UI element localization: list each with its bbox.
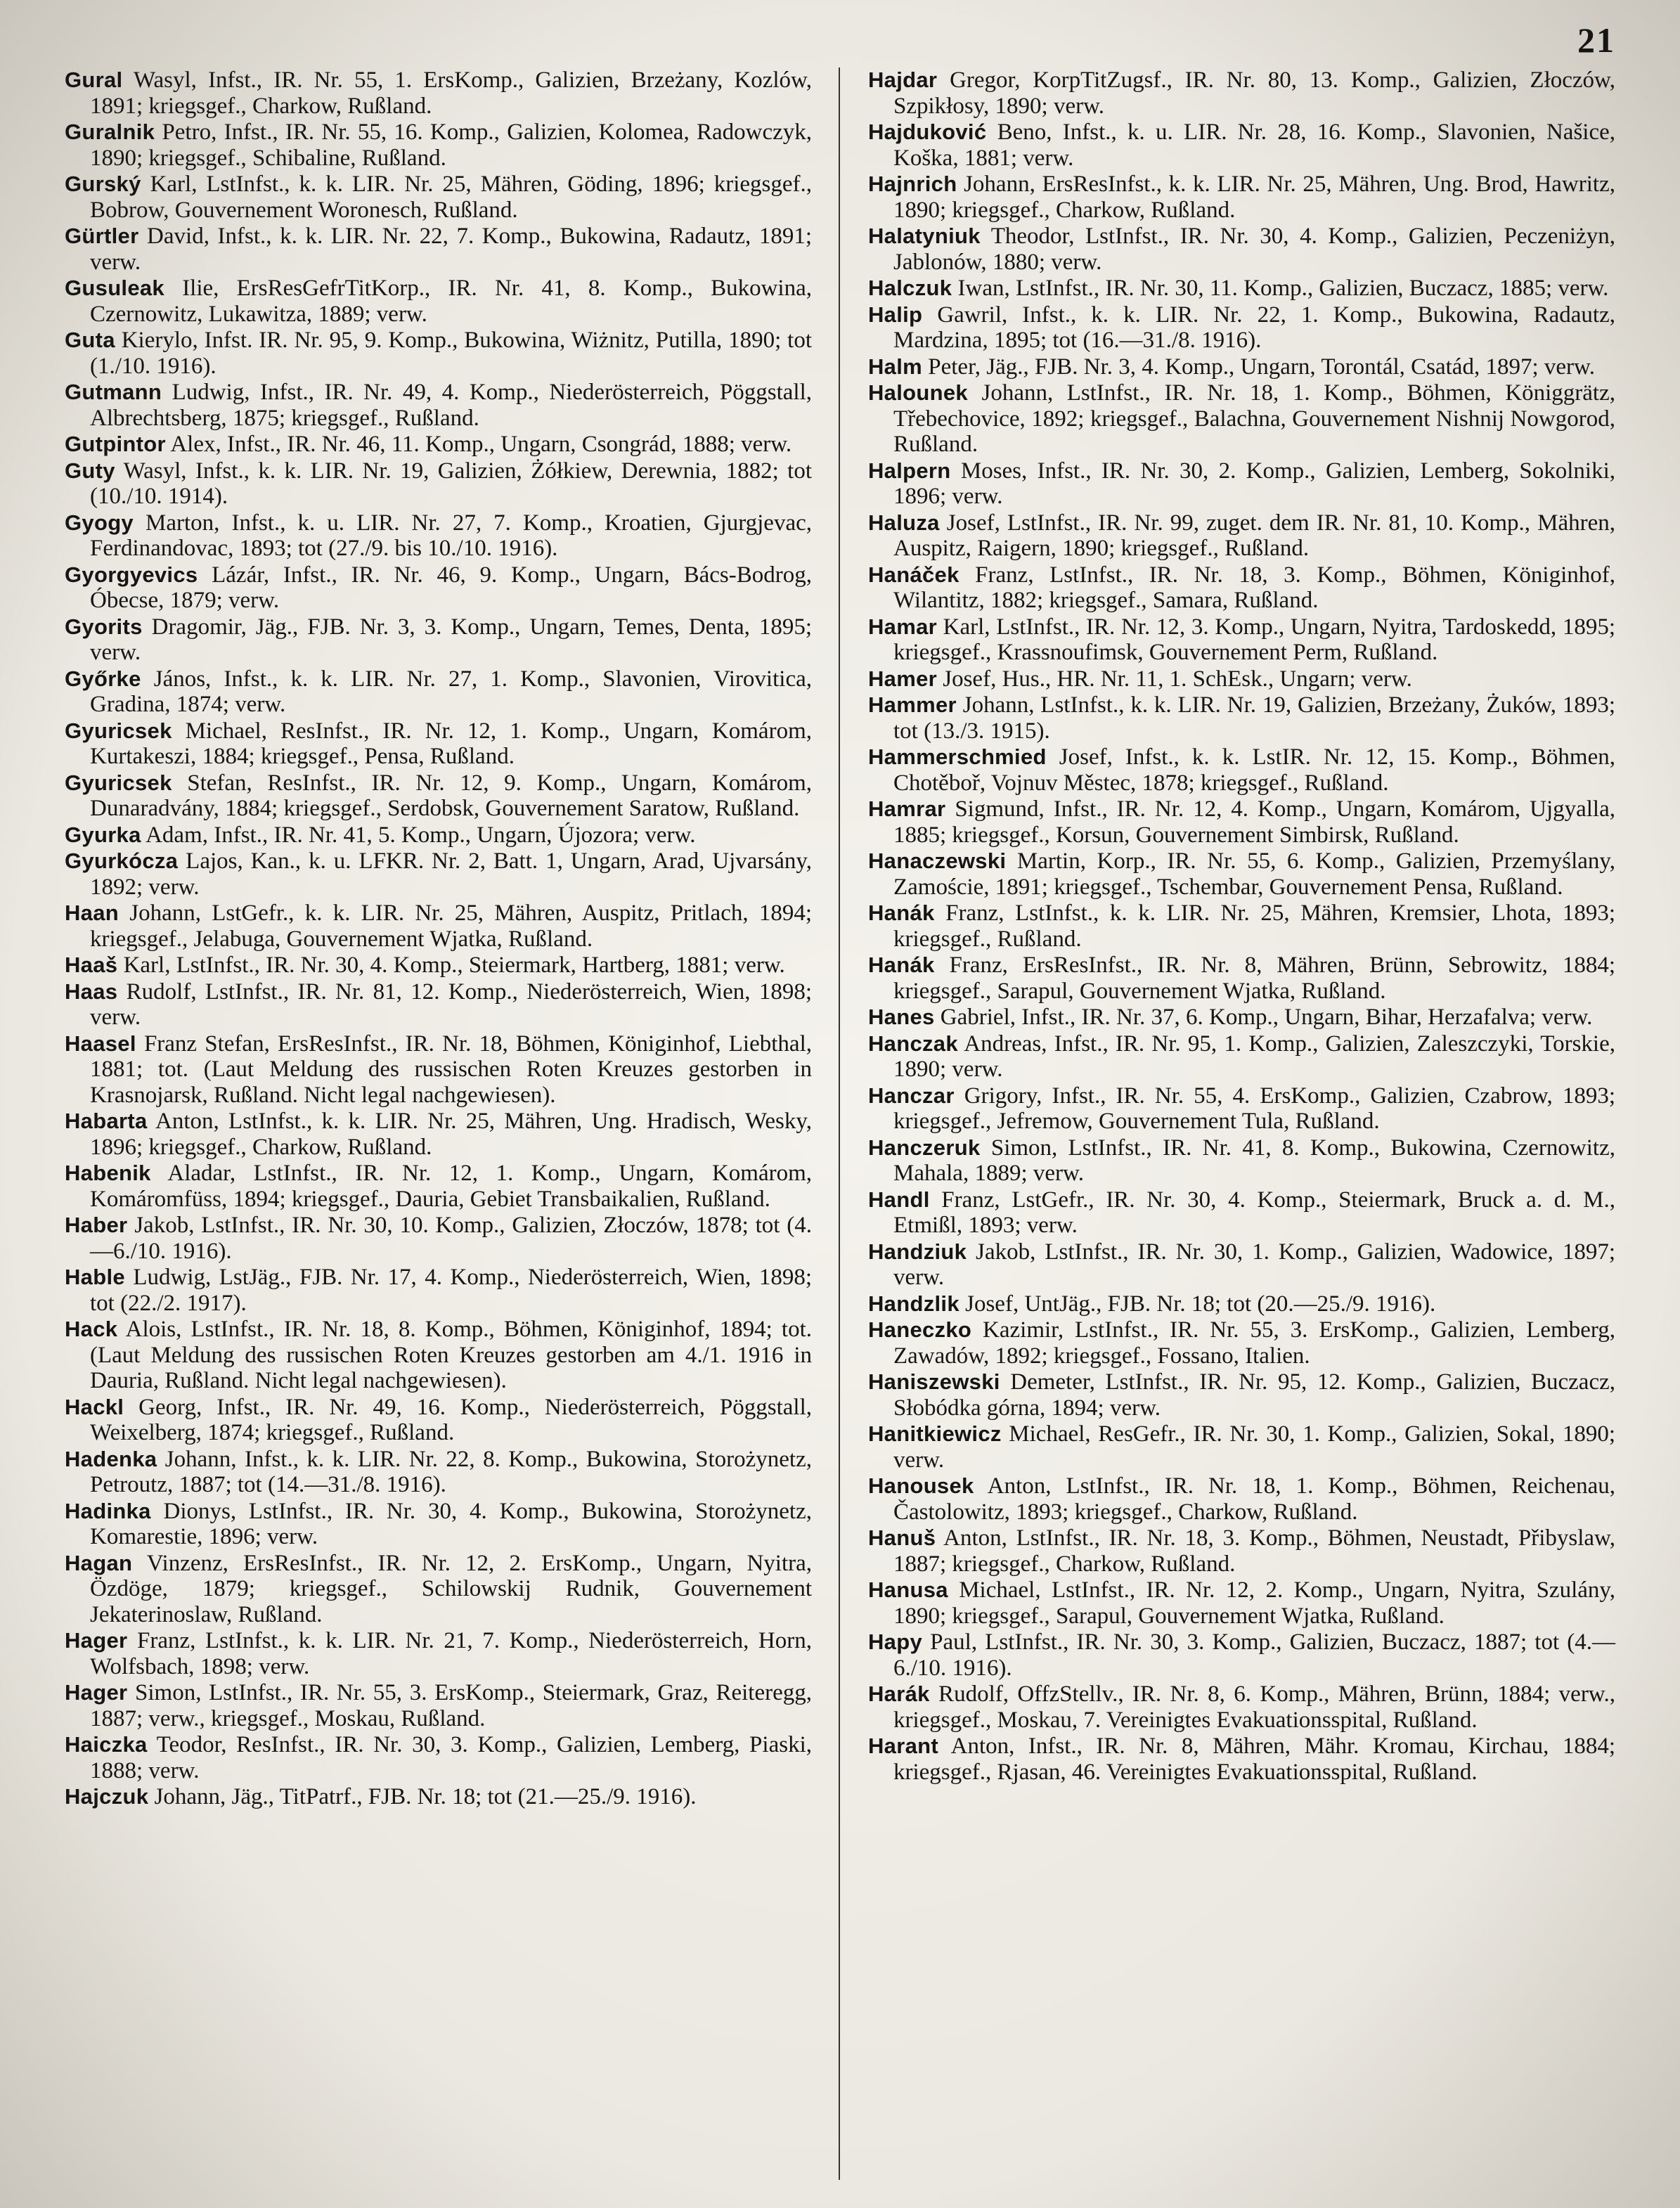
entry-surname: Haniszewski bbox=[868, 1369, 1000, 1394]
entry-surname: Hanuš bbox=[868, 1525, 936, 1550]
entry-surname: Győrke bbox=[65, 666, 141, 691]
entry-surname: Hajdar bbox=[868, 67, 938, 92]
entry-details: Iwan, LstInfst., IR. Nr. 30, 11. Komp., Galizien, Buczacz, 1885; verw. bbox=[952, 276, 1609, 301]
entry-surname: Hammerschmied bbox=[868, 744, 1047, 769]
entry-details: Franz Stefan, ErsResInfst., IR. Nr. 18, Böhmen, Königinhof, Liebthal, 1881; tot. (Laut Meldung des russischen Roten Kreuzes gestorben in Krasnojarsk, Rußland. Nicht legal nachgewiesen). bbox=[90, 1031, 812, 1108]
entry-details: Paul, LstInfst., IR. Nr. 30, 3. Komp., Galizien, Buczacz, 1887; tot (4.—6./10. 1916). bbox=[893, 1629, 1615, 1681]
entry bbox=[868, 1421, 1615, 1473]
entry-details: Michael, LstInfst., IR. Nr. 12, 2. Komp., Ungarn, Nyitra, Szulány, 1890; kriegsgef., Sarapul, Gouvernement Wjatka, Rußland. bbox=[893, 1577, 1615, 1629]
entry-details: Kierylo, Infst. IR. Nr. 95, 9. Komp., Bukowina, Wiżnitz, Putilla, 1890; tot (1./10. 1916). bbox=[90, 328, 812, 379]
entry bbox=[868, 67, 1615, 119]
entry bbox=[868, 562, 1615, 614]
entry-surname: Haasel bbox=[65, 1031, 136, 1056]
entry bbox=[868, 1681, 1615, 1733]
entry-details: Lázár, Infst., IR. Nr. 46, 9. Komp., Ungarn, Bács-Bodrog, Óbecse, 1879; verw. bbox=[90, 562, 812, 613]
entry-surname: Gusuleak bbox=[65, 276, 164, 300]
entry bbox=[65, 1499, 812, 1550]
entry bbox=[65, 770, 812, 822]
entry-surname: Haneczko bbox=[868, 1317, 972, 1342]
entry bbox=[65, 432, 812, 458]
entry-surname: Guta bbox=[65, 328, 115, 352]
entry-details: Petro, Infst., IR. Nr. 55, 16. Komp., Galizien, Kolomea, Radowczyk, 1890; kriegsgef., Schibaline, Rußland. bbox=[90, 120, 812, 171]
entry-details: Theodor, LstInfst., IR. Nr. 30, 4. Komp., Galizien, Peczeniżyn, Jablonów, 1880; verw. bbox=[893, 224, 1615, 275]
entry bbox=[868, 666, 1615, 692]
entry-surname: Hanczeruk bbox=[868, 1135, 981, 1160]
entry bbox=[65, 1395, 812, 1446]
entry-surname: Hanousek bbox=[868, 1473, 974, 1498]
entry-details: Josef, Hus., HR. Nr. 11, 1. SchEsk., Ungarn; verw. bbox=[937, 666, 1412, 692]
entry-details: Wasyl, Infst., k. k. LIR. Nr. 19, Galizien, Żółkiew, Derewnia, 1882; tot (10./10. 1914). bbox=[90, 458, 812, 509]
entry-details: David, Infst., k. k. LIR. Nr. 22, 7. Komp., Bukowina, Radautz, 1891; verw. bbox=[90, 224, 812, 275]
entry-details: Georg, Infst., IR. Nr. 49, 16. Komp., Niederösterreich, Pöggstall, Weixelberg, 1874; kriegsgef., Rußland. bbox=[90, 1394, 812, 1445]
entry-details: Johann, ErsResInfst., k. k. LIR. Nr. 25, Mähren, Ung. Brod, Hawritz, 1890; kriegsgef., Charkow, Rußland. bbox=[893, 172, 1615, 223]
entry bbox=[868, 302, 1615, 354]
entry bbox=[868, 1734, 1615, 1785]
entry-surname: Haiczka bbox=[65, 1732, 148, 1757]
entry bbox=[65, 666, 812, 718]
entry bbox=[868, 1577, 1615, 1629]
entry bbox=[868, 692, 1615, 744]
entry-details: Kazimir, LstInfst., IR. Nr. 55, 3. ErsKomp., Galizien, Lemberg, Zawadów, 1892; kriegsgef., Fossano, Italien. bbox=[893, 1317, 1615, 1369]
entry-details: Johann, LstInfst., IR. Nr. 18, 1. Komp., Böhmen, Königgrätz, Třebechovice, 1892; kriegsgef., Balachna, Gouvernement Nishnij Nowgorod, Rußland. bbox=[893, 380, 1615, 457]
entry bbox=[868, 224, 1615, 275]
entry-details: Anton, LstInfst., k. k. LIR. Nr. 25, Mähren, Ung. Hradisch, Wesky, 1896; kriegsgef., Charkow, Rußland. bbox=[90, 1109, 812, 1160]
entry bbox=[868, 458, 1615, 510]
entry-surname: Gyorits bbox=[65, 614, 143, 639]
entry-surname: Haan bbox=[65, 900, 119, 925]
entry-surname: Hanusa bbox=[868, 1577, 948, 1602]
entry-surname: Hanczak bbox=[868, 1031, 958, 1056]
entry bbox=[868, 848, 1615, 900]
entry-details: Jakob, LstInfst., IR. Nr. 30, 10. Komp., Galizien, Złoczów, 1878; tot (4.—6./10. 1916). bbox=[90, 1213, 812, 1264]
entry-details: Franz, LstInfst., k. k. LIR. Nr. 21, 7. Komp., Niederösterreich, Horn, Wolfsbach, 1898; verw. bbox=[90, 1628, 812, 1679]
entry-surname: Hanaczewski bbox=[868, 848, 1007, 873]
left-column bbox=[65, 67, 840, 2180]
entry bbox=[868, 1629, 1615, 1681]
right-column bbox=[868, 67, 1615, 2180]
entry-details: Simon, LstInfst., IR. Nr. 41, 8. Komp., Bukowina, Czernowitz, Mahala, 1889; verw. bbox=[893, 1135, 1615, 1186]
entry-surname: Hable bbox=[65, 1265, 125, 1289]
entry-surname: Halm bbox=[868, 354, 923, 379]
entry-details: Demeter, LstInfst., IR. Nr. 95, 12. Komp., Galizien, Buczacz, Słobódka górna, 1894; verw. bbox=[893, 1369, 1615, 1421]
entry-details: Ilie, ErsResGefrTitKorp., IR. Nr. 41, 8. Komp., Bukowina, Czernowitz, Lukawitza, 1889; verw. bbox=[90, 276, 812, 327]
entry bbox=[65, 1784, 812, 1810]
entry-surname: Gyogy bbox=[65, 510, 134, 535]
entry-details: Lajos, Kan., k. u. LFKR. Nr. 2, Batt. 1, Ungarn, Arad, Ujvarsány, 1892; verw. bbox=[90, 848, 812, 900]
entry bbox=[868, 1083, 1615, 1135]
entry-details: Sigmund, Infst., IR. Nr. 12, 4. Komp., Ungarn, Komárom, Ujgyalla, 1885; kriegsgef., Korsun, Gouvernement Simbirsk, Rußland. bbox=[893, 796, 1615, 848]
entry-details: Ludwig, LstJäg., FJB. Nr. 17, 4. Komp., Niederösterreich, Wien, 1898; tot (22./2. 1917). bbox=[90, 1265, 812, 1316]
entry bbox=[65, 1161, 812, 1212]
entry-details: Josef, Infst., k. k. LstIR. Nr. 12, 15. Komp., Böhmen, Chotěboř, Vojnuv Městec, 1878; kriegsgef., Rußland. bbox=[893, 744, 1615, 796]
entry bbox=[868, 953, 1615, 1004]
entry-details: Dragomir, Jäg., FJB. Nr. 3, 3. Komp., Ungarn, Temes, Denta, 1895; verw. bbox=[90, 614, 812, 665]
entry-surname: Hamer bbox=[868, 666, 937, 691]
entry bbox=[65, 953, 812, 979]
entry-details: Andreas, Infst., IR. Nr. 95, 1. Komp., Galizien, Zaleszczyki, Torskie, 1890; verw. bbox=[893, 1031, 1615, 1082]
entry-surname: Habenik bbox=[65, 1161, 151, 1185]
entry-details: Martin, Korp., IR. Nr. 55, 6. Komp., Galizien, Przemyślany, Zamoście, 1891; kriegsgef., Tschembar, Gouvernement Pensa, Rußland. bbox=[893, 848, 1615, 900]
entry bbox=[868, 900, 1615, 952]
entry bbox=[65, 224, 812, 275]
entry-surname: Haluza bbox=[868, 510, 940, 535]
entry-surname: Gyorgyevics bbox=[65, 562, 198, 587]
entry-surname: Haas bbox=[65, 979, 118, 1004]
entry bbox=[65, 1213, 812, 1264]
entry-details: Karl, LstInfst., IR. Nr. 30, 4. Komp., Steiermark, Hartberg, 1881; verw. bbox=[117, 953, 785, 978]
entry bbox=[868, 1005, 1615, 1031]
entry-details: Moses, Infst., IR. Nr. 30, 2. Komp., Galizien, Lemberg, Sokolniki, 1896; verw. bbox=[893, 458, 1615, 509]
entry-surname: Halatyniuk bbox=[868, 224, 981, 248]
entry-details: Ludwig, Infst., IR. Nr. 49, 4. Komp., Niederösterreich, Pöggstall, Albrechtsberg, 1875; kriegsgef., Rußland. bbox=[90, 380, 812, 431]
entry-surname: Hagan bbox=[65, 1550, 133, 1575]
entry-details: Michael, ResGefr., IR. Nr. 30, 1. Komp., Galizien, Sokal, 1890; verw. bbox=[893, 1421, 1615, 1473]
entry-surname: Harant bbox=[868, 1734, 938, 1758]
entry-surname: Guralnik bbox=[65, 120, 155, 144]
entry-surname: Hammer bbox=[868, 692, 957, 717]
entry-surname: Gyurkócza bbox=[65, 848, 179, 873]
entry bbox=[65, 979, 812, 1031]
entry-details: Johann, LstInfst., k. k. LIR. Nr. 19, Galizien, Brzeżany, Żuków, 1893; tot (13./3. 1915). bbox=[893, 692, 1615, 744]
entry bbox=[868, 1187, 1615, 1239]
entry-surname: Guty bbox=[65, 458, 115, 483]
entry-details: Stefan, ResInfst., IR. Nr. 12, 9. Komp., Ungarn, Komárom, Dunaradvány, 1884; kriegsgef., Serdobsk, Gouvernement Saratow, Rußland. bbox=[90, 770, 812, 821]
entry-surname: Hamar bbox=[868, 614, 937, 639]
entry bbox=[868, 380, 1615, 458]
entry-surname: Hajnrich bbox=[868, 172, 957, 196]
entry-surname: Hager bbox=[65, 1628, 128, 1653]
entry bbox=[65, 328, 812, 379]
entry-surname: Hadinka bbox=[65, 1498, 151, 1523]
entry-details: Grigory, Infst., IR. Nr. 55, 4. ErsKomp., Galizien, Czabrow, 1893; kriegsgef., Jefremow, Gouvernement Tula, Rußland. bbox=[893, 1083, 1615, 1134]
entry-surname: Hajduković bbox=[868, 120, 987, 144]
entry bbox=[868, 796, 1615, 848]
entry bbox=[868, 614, 1615, 666]
entry-details: Josef, UntJäg., FJB. Nr. 18; tot (20.—25./9. 1916). bbox=[959, 1291, 1436, 1317]
entry-surname: Halpern bbox=[868, 458, 951, 483]
entry-details: Michael, ResInfst., IR. Nr. 12, 1. Komp., Ungarn, Komárom, Kurtakeszi, 1884; kriegsgef., Pensa, Rußland. bbox=[90, 718, 812, 769]
entry bbox=[868, 1473, 1615, 1525]
entry-surname: Gyurka bbox=[65, 822, 141, 847]
entry bbox=[65, 900, 812, 952]
entry-details: Teodor, ResInfst., IR. Nr. 30, 3. Komp., Galizien, Lemberg, Piaski, 1888; verw. bbox=[90, 1732, 812, 1783]
entry-surname: Handziuk bbox=[868, 1239, 967, 1264]
entry bbox=[65, 276, 812, 327]
columns bbox=[65, 67, 1615, 2180]
entry-surname: Handl bbox=[868, 1187, 930, 1212]
entry-surname: Halounek bbox=[868, 380, 968, 405]
entry bbox=[65, 510, 812, 562]
entry bbox=[65, 120, 812, 171]
entry-surname: Hager bbox=[65, 1680, 128, 1705]
entry-details: Adam, Infst., IR. Nr. 41, 5. Komp., Ungarn, Újozora; verw. bbox=[141, 822, 696, 848]
entry bbox=[65, 562, 812, 614]
entry-surname: Hanitkiewicz bbox=[868, 1421, 1002, 1446]
entry-surname: Halip bbox=[868, 302, 923, 327]
entry-surname: Harák bbox=[868, 1681, 930, 1706]
entry-details: Dionys, LstInfst., IR. Nr. 30, 4. Komp., Bukowina, Storożynetz, Komarestie, 1896; verw. bbox=[90, 1498, 812, 1549]
entry-details: Simon, LstInfst., IR. Nr. 55, 3. ErsKomp., Steiermark, Graz, Reiteregg, 1887; verw., kriegsgef., Moskau, Rußland. bbox=[90, 1680, 812, 1731]
entry bbox=[65, 1551, 812, 1628]
entry-surname: Hanáček bbox=[868, 562, 959, 587]
entry bbox=[868, 1317, 1615, 1369]
entry-details: Gabriel, Infst., IR. Nr. 37, 6. Komp., Ungarn, Bihar, Herzafalva; verw. bbox=[934, 1005, 1593, 1030]
entry bbox=[868, 744, 1615, 796]
entry-details: Josef, LstInfst., IR. Nr. 99, zuget. dem IR. Nr. 81, 10. Komp., Mähren, Auspitz, Raigern, 1890; kriegsgef., Rußland. bbox=[893, 510, 1615, 561]
entry-details: Johann, Infst., k. k. LIR. Nr. 22, 8. Komp., Bukowina, Storożynetz, Petroutz, 1887; tot (14.—31./8. 1916). bbox=[90, 1446, 812, 1497]
entry-details: Wasyl, Infst., IR. Nr. 55, 1. ErsKomp., Galizien, Brzeżany, Kozlów, 1891; kriegsgef., Charkow, Rußland. bbox=[90, 67, 812, 119]
entry-details: Beno, Infst., k. u. LIR. Nr. 28, 16. Komp., Slavonien, Našice, Koška, 1881; verw. bbox=[893, 120, 1615, 171]
entry-surname: Hackl bbox=[65, 1394, 124, 1419]
entry-details: Karl, LstInfst., k. k. LIR. Nr. 25, Mähren, Göding, 1896; kriegsgef., Bobrow, Gouvernement Woronesch, Rußland. bbox=[90, 172, 812, 223]
entry-surname: Hajczuk bbox=[65, 1784, 149, 1809]
entry bbox=[65, 67, 812, 119]
entry bbox=[65, 1732, 812, 1783]
entry-details: János, Infst., k. k. LIR. Nr. 27, 1. Komp., Slavonien, Virovitica, Gradina, 1874; verw. bbox=[90, 666, 812, 717]
entry-details: Anton, Infst., IR. Nr. 8, Mähren, Mähr. Kromau, Kirchau, 1884; kriegsgef., Rjasan, 46. Vereinigtes Evakuationsspital, Rußland. bbox=[893, 1734, 1615, 1785]
entry bbox=[65, 1447, 812, 1498]
entry-surname: Haber bbox=[65, 1213, 128, 1237]
entry-surname: Hadenka bbox=[65, 1446, 157, 1471]
entry bbox=[65, 1265, 812, 1316]
entry-details: Rudolf, LstInfst., IR. Nr. 81, 12. Komp., Niederösterreich, Wien, 1898; verw. bbox=[90, 979, 812, 1030]
entry bbox=[868, 1369, 1615, 1421]
entry-details: Alois, LstInfst., IR. Nr. 18, 8. Komp., Böhmen, Königinhof, 1894; tot. (Laut Meldung des russischen Roten Kreuzes gestorben am 4./1. 1916 in Dauria, Rußland. Nicht legal nachgewiesen). bbox=[90, 1317, 812, 1393]
entry bbox=[65, 1031, 812, 1109]
entry bbox=[65, 1628, 812, 1679]
entry-surname: Gürtler bbox=[65, 224, 139, 248]
entry-details: Gawril, Infst., k. k. LIR. Nr. 22, 1. Komp., Bukowina, Radautz, Mardzina, 1895; tot (16.—31./8. 1916). bbox=[893, 302, 1615, 353]
entry-surname: Hanes bbox=[868, 1005, 935, 1029]
entry-details: Franz, ErsResInfst., IR. Nr. 8, Mähren, Brünn, Sebrowitz, 1884; kriegsgef., Sarapul, Gouvernement Wjatka, Rußland. bbox=[893, 953, 1615, 1004]
entry-surname: Gyuricsek bbox=[65, 718, 172, 743]
entry bbox=[868, 1291, 1615, 1317]
entry bbox=[868, 120, 1615, 171]
entry bbox=[868, 1031, 1615, 1083]
entry-surname: Halczuk bbox=[868, 276, 952, 300]
entry bbox=[65, 1109, 812, 1160]
entry bbox=[868, 1525, 1615, 1577]
entry-details: Peter, Jäg., FJB. Nr. 3, 4. Komp., Ungarn, Torontál, Csatád, 1897; verw. bbox=[922, 354, 1595, 380]
entry bbox=[868, 1239, 1615, 1291]
entry-details: Aladar, LstInfst., IR. Nr. 12, 1. Komp., Ungarn, Komárom, Komáromfüss, 1894; kriegsgef., Dauria, Gebiet Transbaikalien, Rußland. bbox=[90, 1161, 812, 1212]
entry-details: Anton, LstInfst., IR. Nr. 18, 1. Komp., Böhmen, Reichenau, Častolowitz, 1893; kriegsgef., Charkow, Rußland. bbox=[893, 1473, 1615, 1525]
entry-details: Gregor, KorpTitZugsf., IR. Nr. 80, 13. Komp., Galizien, Złoczów, Szpikłosy, 1890; verw. bbox=[893, 67, 1615, 119]
entry-surname: Haaš bbox=[65, 953, 118, 977]
entry-surname: Gutpintor bbox=[65, 432, 166, 456]
entry-details: Rudolf, OffzStellv., IR. Nr. 8, 6. Komp., Mähren, Brünn, 1884; verw., kriegsgef., Moskau, 7. Vereinigtes Evakuationsspital, Rußland. bbox=[893, 1681, 1615, 1733]
entry-details: Vinzenz, ErsResInfst., IR. Nr. 12, 2. ErsKomp., Ungarn, Nyitra, Özdöge, 1879; kriegsgef., Schilowskij Rudnik, Gouvernement Jekaterinoslaw, Rußland. bbox=[90, 1550, 812, 1627]
entry-surname: Gural bbox=[65, 67, 123, 92]
entry bbox=[868, 276, 1615, 302]
entry bbox=[868, 1135, 1615, 1187]
entry-details: Marton, Infst., k. u. LIR. Nr. 27, 7. Komp., Kroatien, Gjurgjevac, Ferdinandovac, 1893; tot (27./9. bis 10./10. 1916). bbox=[90, 510, 812, 561]
entry-surname: Gyuricsek bbox=[65, 770, 172, 795]
entry-details: Anton, LstInfst., IR. Nr. 18, 3. Komp., Böhmen, Neustadt, Přibyslaw, 1887; kriegsgef., Charkow, Rußland. bbox=[893, 1525, 1615, 1577]
entry-details: Franz, LstInfst., k. k. LIR. Nr. 25, Mähren, Kremsier, Lhota, 1893; kriegsgef., Rußland. bbox=[893, 900, 1615, 952]
entry-details: Alex, Infst., IR. Nr. 46, 11. Komp., Ungarn, Csongrád, 1888; verw. bbox=[165, 432, 792, 457]
page-number: 21 bbox=[1577, 20, 1615, 60]
entry-surname: Hanák bbox=[868, 953, 935, 977]
entry bbox=[65, 458, 812, 510]
entry-surname: Handzlik bbox=[868, 1291, 959, 1316]
entry-surname: Hack bbox=[65, 1317, 118, 1341]
entry-details: Franz, LstInfst., IR. Nr. 18, 3. Komp., Böhmen, Königinhof, Wilantitz, 1882; kriegsgef., Samara, Rußland. bbox=[893, 562, 1615, 613]
entry bbox=[65, 718, 812, 770]
entry bbox=[868, 172, 1615, 223]
entry-surname: Hamrar bbox=[868, 796, 946, 821]
entry-details: Franz, LstGefr., IR. Nr. 30, 4. Komp., Steiermark, Bruck a. d. M., Etmißl, 1893; verw. bbox=[893, 1187, 1615, 1238]
entry-details: Jakob, LstInfst., IR. Nr. 30, 1. Komp., Galizien, Wadowice, 1897; verw. bbox=[893, 1239, 1615, 1290]
entry-details: Karl, LstInfst., IR. Nr. 12, 3. Komp., Ungarn, Nyitra, Tardoskedd, 1895; kriegsgef., Krassnoufimsk, Gouvernement Perm, Rußland. bbox=[893, 614, 1615, 665]
entry-surname: Habarta bbox=[65, 1109, 148, 1133]
entry-surname: Hapy bbox=[868, 1629, 923, 1654]
entry-surname: Hanák bbox=[868, 900, 935, 925]
entry bbox=[65, 1317, 812, 1394]
entry bbox=[868, 510, 1615, 562]
entry-surname: Gutmann bbox=[65, 380, 162, 404]
entry bbox=[65, 172, 812, 223]
entry bbox=[65, 848, 812, 900]
entry bbox=[65, 1680, 812, 1731]
entry bbox=[65, 380, 812, 431]
entry bbox=[868, 354, 1615, 380]
entry-surname: Gurský bbox=[65, 172, 141, 196]
entry-surname: Hanczar bbox=[868, 1083, 955, 1108]
entry bbox=[65, 614, 812, 666]
entry bbox=[65, 822, 812, 848]
entry-details: Johann, Jäg., TitPatrf., FJB. Nr. 18; tot (21.—25./9. 1916). bbox=[148, 1784, 697, 1809]
entry-details: Johann, LstGefr., k. k. LIR. Nr. 25, Mähren, Auspitz, Pritlach, 1894; kriegsgef., Jelabuga, Gouvernement Wjatka, Rußland. bbox=[90, 900, 812, 952]
